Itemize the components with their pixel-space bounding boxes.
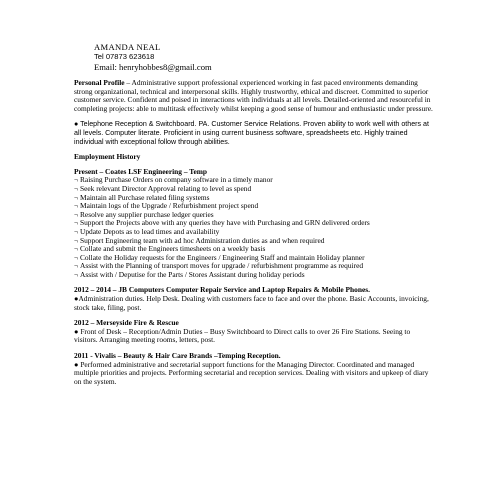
- skills-summary: [74, 120, 434, 146]
- bullet-icon: ●: [74, 120, 79, 129]
- duty-item: ¬ Seek relevant Director Approval relating to level as spend: [74, 183, 252, 193]
- duty-item: ¬ Maintain all Purchase related filing systems: [74, 192, 210, 202]
- personal-profile: [74, 79, 434, 113]
- not-sign-icon: ¬: [74, 269, 79, 279]
- telephone: Tel 07873 623618: [94, 52, 155, 61]
- job-vivalis: [74, 352, 434, 386]
- duty-item: ¬ Assist with / Deputise for the Parts / Stores Assistant during holiday periods: [74, 269, 305, 279]
- not-sign-icon: ¬: [74, 209, 79, 219]
- candidate-name: AMANDA NEAL: [94, 42, 161, 52]
- contact-header: [94, 42, 212, 72]
- not-sign-icon: ¬: [74, 192, 79, 202]
- duty-item: ¬ Update Depots as to lead times and availability: [74, 226, 220, 236]
- employment-heading: Employment History: [74, 152, 141, 162]
- not-sign-icon: ¬: [74, 218, 79, 228]
- job-description: ● Front of Desk – Reception/Admin Duties – Busy Switchboard to Direct calls to over 26 Fire Stations. Seeing to visitors. Arranging meeting rooms, letters, post.: [74, 326, 411, 345]
- duty-item: ¬ Resolve any supplier purchase ledger queries: [74, 209, 214, 219]
- job-merseyside-fire: [74, 319, 434, 345]
- not-sign-icon: ¬: [74, 261, 79, 271]
- bullet-icon: ●: [74, 326, 79, 336]
- job-title: 2011 - Vivalis – Beauty & Hair Care Brands –Temping Reception.: [74, 351, 281, 361]
- job-title: 2012 – 2014 – JB Computers Computer Repair Service and Laptop Repairs & Mobile Phones.: [74, 285, 370, 295]
- duty-item: ¬ Support Engineering team with ad hoc Administration duties as and when required: [74, 235, 325, 245]
- job-description: ●Administration duties. Help Desk. Dealing with customers face to face and over the phone. Basic Accounts, invoicing, stock take, filing, post.: [74, 294, 429, 312]
- profile-label: Personal Profile: [74, 78, 125, 87]
- skills-text: Telephone Reception & Switchboard. PA. Customer Service Relations. Proven ability to work well with others at all levels. Computer literate. Proficient in using current business software, spreadsheets etc. Highly trained individual with exceptional follow through abilities.: [74, 120, 429, 146]
- email: Email: henryhobbes8@gmail.com: [94, 62, 212, 72]
- job-title: Present – Coates LSF Engineering – Temp: [74, 166, 208, 176]
- not-sign-icon: ¬: [74, 252, 79, 262]
- bullet-icon: ●: [74, 294, 79, 304]
- duty-item: ¬ Collate the Holiday requests for the Engineers / Engineering Staff and maintain Holiday planner: [74, 252, 365, 262]
- job-jb-computers: [74, 286, 434, 312]
- duty-item: ¬ Support the Projects above with any queries they have with Purchasing and GRN delivered orders: [74, 218, 370, 228]
- job-description: ● Performed administrative and secretarial support functions for the Managing Director. Coordinated and managed multiple priorities and projects. Performing secretarial and reception services. Dealing with visitors and upkeep of diary on the system.: [74, 359, 429, 386]
- not-sign-icon: ¬: [74, 226, 79, 236]
- bullet-icon: ●: [74, 359, 79, 369]
- not-sign-icon: ¬: [74, 201, 79, 211]
- duty-item: ¬ Raising Purchase Orders on company software in a timely manor: [74, 175, 273, 185]
- duty-item: ¬ Assist with the Planning of transport moves for upgrade / refurbishment programme as required: [74, 261, 364, 271]
- not-sign-icon: ¬: [74, 183, 79, 193]
- duty-item: ¬ Maintain logs of the Upgrade / Refurbishment project spend: [74, 201, 259, 211]
- not-sign-icon: ¬: [74, 235, 79, 245]
- job-title: 2012 – Merseyside Fire & Rescue: [74, 318, 179, 328]
- cv-body: [74, 79, 434, 393]
- profile-text: – Administrative support professional experienced working in fast paced environments demanding strong organizational, technical and interpersonal skills. Highly trustworthy, ethical and discreet. Committed to superior customer service. Confident and poised in interactions with individuals at all levels. Detailed-oriented and resourceful in completing projects: able to multitask effectively whilst keeping a good sense of humour and enthusiastic under pressure.: [74, 78, 433, 113]
- job-coates: [74, 168, 434, 280]
- not-sign-icon: ¬: [74, 175, 79, 185]
- duty-item: ¬ Collate and submit the Engineers timesheets on a weekly basis: [74, 244, 266, 254]
- not-sign-icon: ¬: [74, 244, 79, 254]
